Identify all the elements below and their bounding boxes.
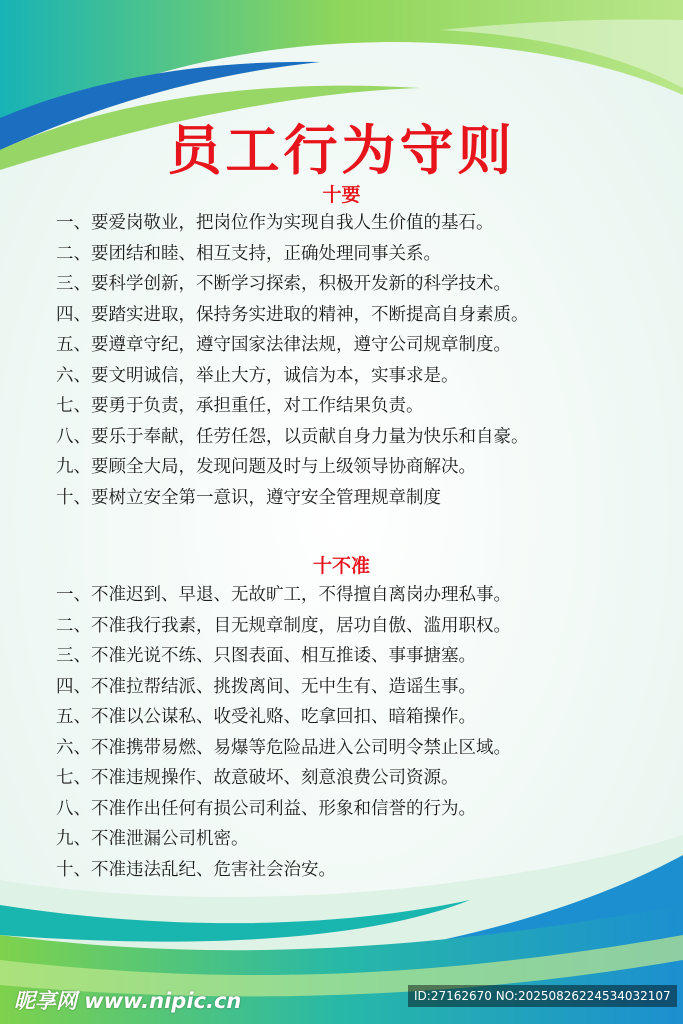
list-item: 二、不准我行我素，目无规章制度，居功自傲、滥用职权。 <box>56 615 511 636</box>
list-item: 三、要科学创新，不断学习探索，积极开发新的科学技术。 <box>56 274 511 294</box>
list-item: 八、要乐于奉献，任劳任怨，以贡献自身力量为快乐和自豪。 <box>56 426 529 447</box>
list-item: 六、要文明诚信，举止大方，诚信为本，实事求是。 <box>56 365 459 386</box>
list-item: 九、不准泄漏公司机密。 <box>56 829 249 849</box>
list-item: 十、要树立安全第一意识，遵守安全管理规章制度 <box>56 487 441 508</box>
list-item: 四、要踏实进取，保持务实进取的精神，不断提高自身素质。 <box>56 304 529 325</box>
list-item: 六、不准携带易燃、易爆等危险品进入公司明令禁止区域。 <box>56 737 511 758</box>
list-item: 四、不准拉帮结派、挑拨离间、无中生有、造谣生事。 <box>56 676 476 697</box>
list-item: 三、不准光说不练、只图表面、相互推诿、事事搪塞。 <box>56 646 476 666</box>
watermark-logo: 昵享网 www.nipic.cn <box>14 989 242 1013</box>
list-item: 五、不准以公谋私、收受礼赂、吃拿回扣、暗箱操作。 <box>56 707 476 727</box>
list-item: 一、要爱岗敬业，把岗位作为实现自我人生价值的基石。 <box>56 213 494 233</box>
watermark-id: ID:27162670 NO:20250826224534032107 <box>408 985 677 1007</box>
list-item: 九、要顾全大局，发现问题及时与上级领导协商解决。 <box>56 457 476 477</box>
shi-bu-zhun-list <box>56 580 511 885</box>
shi-yao-list <box>56 208 529 513</box>
list-item: 七、要勇于负责，承担重任，对工作结果负责。 <box>56 396 424 416</box>
page-title: 员工行为守则 <box>167 119 516 182</box>
list-item: 八、不准作出任何有损公司利益、形象和信誉的行为。 <box>56 798 476 819</box>
list-item: 七、不准违规操作、故意破坏、刻意浪费公司资源。 <box>56 768 459 788</box>
list-item: 一、不准迟到、早退、无故旷工，不得擅自离岗办理私事。 <box>56 585 511 605</box>
list-item: 五、要遵章守纪，遵守国家法律法规，遵守公司规章制度。 <box>56 335 511 355</box>
list-item: 十、不准违法乱纪、危害社会治安。 <box>56 859 336 880</box>
section-heading-shi-bu-zhun: 十不准 <box>312 555 370 577</box>
section-heading-shi-yao: 十要 <box>322 184 361 206</box>
list-item: 二、要团结和睦、相互支持，正确处理同事关系。 <box>56 243 441 264</box>
